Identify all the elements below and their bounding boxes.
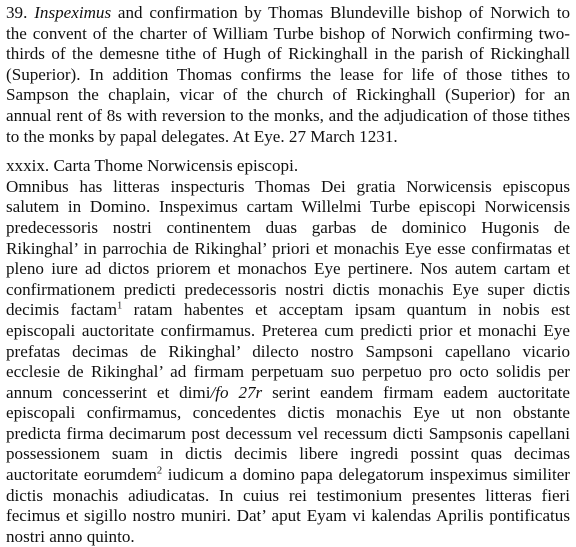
- footnote-marker-1: 1: [117, 300, 123, 312]
- entry-number: 39.: [6, 3, 28, 22]
- footnote-marker-2: 2: [156, 465, 163, 477]
- calendar-entry-line-3: thirds of the demesne tithe of Hugh of Rickinghall in the parish of Rickinghall: [6, 44, 570, 64]
- charter-line-18: nostri anno quinto.: [6, 526, 135, 546]
- charter-line-2: salutem in Domino. Inspeximus cartam Willelmi Turbe episcopi Norwicensis: [6, 197, 570, 217]
- calendar-entry-line-6: annual rent of 8s with reversion to the monks, and the adjudication of those tithes: [6, 105, 570, 125]
- line-text-rest: iudicum a domino papa delegatorum inspeximus similiter: [162, 465, 570, 485]
- charter-line-17: fecimus et sigillo nostro muniri. Dat’ aput Eyam vi kalendas Aprilis pontificatus: [6, 506, 570, 526]
- calendar-entry: [6, 3, 570, 147]
- folio-reference: /fo 27r: [210, 382, 263, 402]
- calendar-entry-line-7: to the monks by papal delegates. At Eye. 27 March 1231.: [6, 126, 398, 146]
- charter-line-16: dictis monachis adiudicatas. In cuius rei testimonium presentes litteras fieri: [6, 485, 570, 505]
- paragraph-gap: [6, 147, 570, 156]
- charter-line-7: [6, 300, 570, 321]
- charter-line-3: predecessoris nostri continentem duas garbas de dominico Hugonis de: [6, 217, 570, 237]
- calendar-entry-line-2: the convent of the charter of William Turbe bishop of Norwich confirming two-: [6, 23, 570, 43]
- charter-heading: xxxix. Carta Thome Norwicensis episcopi.: [6, 156, 299, 176]
- charter-line-6: confirmationem predicti predecessoris nostri dictis monachis Eye super dictis: [6, 279, 570, 299]
- charter-line-15: [6, 465, 570, 486]
- charter-line-10: ecclesie de Rikinghal’ ad firmam perpetuam suo perpetuo pro octo solidis per: [6, 362, 570, 382]
- charter-line-12: episcopali confirmamus, concedentes dictis monachis Eye ut non obstante: [6, 403, 570, 423]
- line-text-rest: ratam habentes et acceptam ipsam quantum in nobis est: [122, 300, 570, 320]
- charter-line-11: [6, 383, 570, 404]
- entry-italic-term: Inspeximus: [34, 3, 112, 22]
- line-text-rest: serint eandem firmam eadem auctoritate: [262, 382, 570, 402]
- calendar-entry-line-5: Sampson the chaplain, vicar of the church of Rickinghall (Superior) for an: [6, 85, 570, 105]
- line-text: annum concesserint et dimi: [6, 382, 211, 402]
- calendar-entry-line-1: [6, 3, 570, 24]
- charter-line-4: Rikinghal’ in parrochia de Rikinghal’ priori et monachis Eye esse confirmatas et: [6, 238, 570, 258]
- charter-text: [6, 156, 570, 547]
- entry-line-text: and confirmation by Thomas Blundeville bishop of Norwich to: [111, 3, 570, 22]
- line-text: decimis factam: [6, 300, 118, 320]
- charter-line-14: possessionem suam in dictis decimis libere ingredi possint quas decimas: [6, 444, 570, 464]
- calendar-entry-line-4: (Superior). In addition Thomas confirms the lease for life of those tithes to: [6, 64, 570, 84]
- charter-line-1: Omnibus has litteras inspecturis Thomas Dei gratia Norwicensis episcopus: [6, 176, 570, 196]
- charter-line-13: predicta firma decimarum post decessum vel recessum dicti Sampsonis capellani: [6, 423, 570, 443]
- charter-line-5: pleno iure ad dictos priorem et monachos Eye pertinere. Nos autem cartam et: [6, 259, 570, 279]
- charter-line-8: episcopali auctoritate confirmamus. Preterea cum predicti prior et monachi Eye: [6, 320, 570, 340]
- line-text: auctoritate eorumdem: [6, 465, 157, 485]
- charter-line-9: prefatas decimas de Rikinghal’ dilecto nostro Sampsoni capellano vicario: [6, 341, 570, 361]
